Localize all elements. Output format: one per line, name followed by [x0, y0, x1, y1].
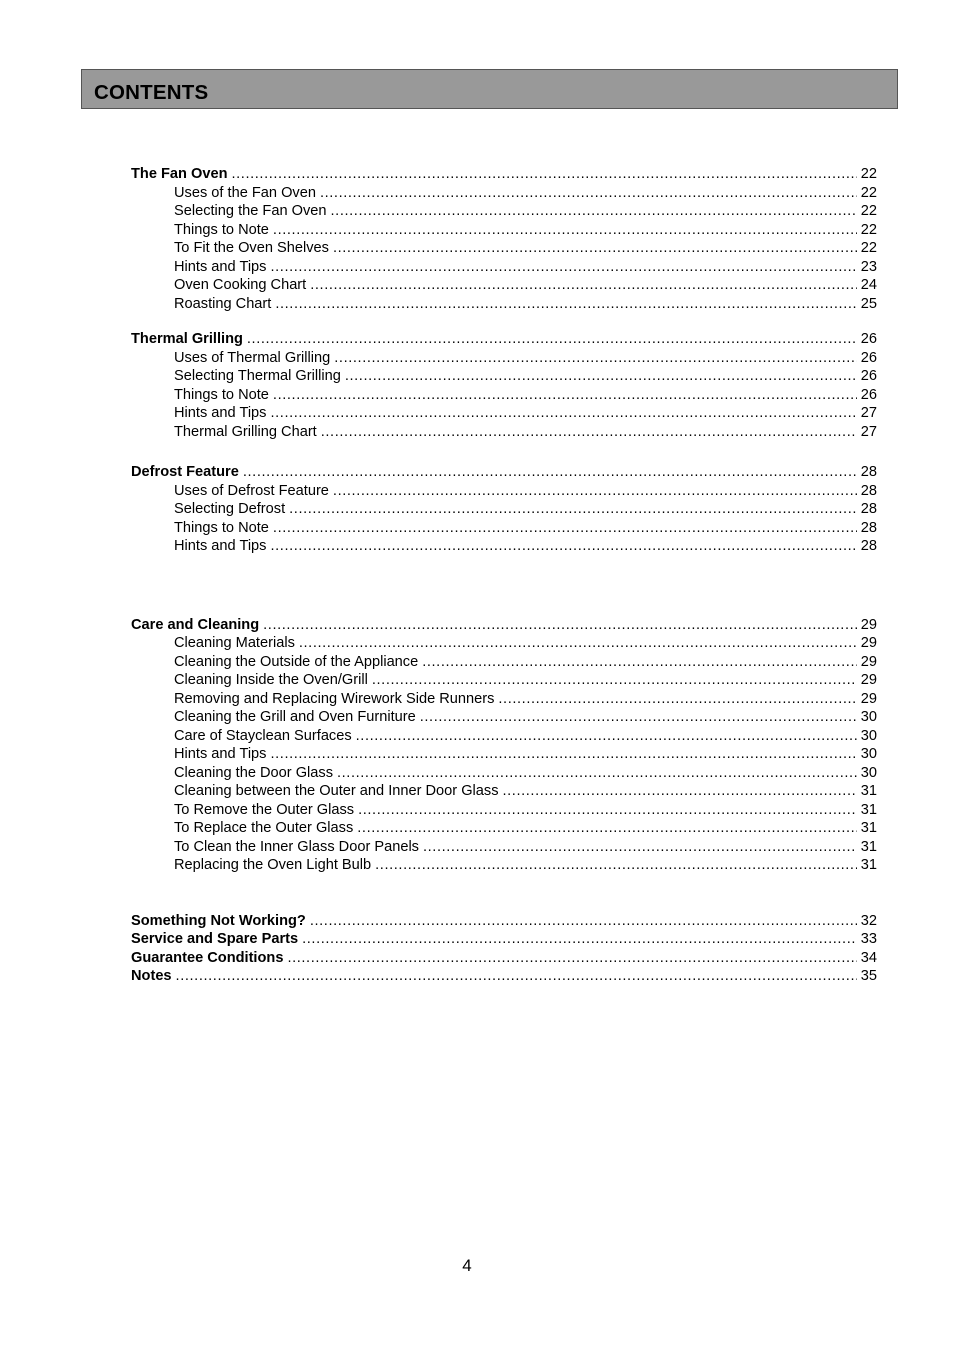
dot-leader: [289, 500, 857, 519]
toc-entry-label: Care of Stayclean Surfaces: [174, 727, 352, 744]
dot-leader: [503, 782, 857, 801]
toc-page-number: 30: [860, 746, 877, 762]
toc-entry[interactable]: [131, 653, 877, 672]
toc-entry-label: Hints and Tips: [174, 405, 267, 421]
page-number: 4: [462, 1256, 472, 1275]
toc-entry-label: To Replace the Outer Glass: [174, 820, 354, 836]
toc-page-number: 22: [860, 203, 877, 219]
toc-entry[interactable]: [131, 745, 877, 764]
dot-leader: [275, 295, 856, 314]
dot-leader: [232, 165, 857, 184]
toc-entry-label: Things to Note: [174, 386, 269, 403]
dot-leader: [358, 801, 857, 820]
toc-page-number: 27: [860, 405, 877, 421]
toc-entry-main[interactable]: [131, 330, 877, 349]
dot-leader: [270, 404, 856, 423]
toc-page-number: 32: [860, 912, 877, 929]
toc-entry-label: Roasting Chart: [174, 295, 272, 312]
dot-leader: [423, 838, 857, 857]
toc-page-number: 31: [860, 838, 877, 855]
toc-entry-label: Cleaning Materials: [174, 635, 295, 651]
page-title: CONTENTS: [94, 81, 209, 104]
toc-entry-label: Uses of the Fan Oven: [174, 184, 316, 201]
toc-entry[interactable]: [131, 690, 877, 709]
toc-page-number: 22: [860, 184, 877, 201]
dot-leader: [333, 239, 857, 258]
toc-entry-label: Hints and Tips: [174, 538, 267, 554]
dot-leader: [247, 330, 857, 349]
toc-section-defrost-feature: [131, 463, 877, 556]
toc-page-number: 29: [860, 690, 877, 707]
toc-entry-label: Selecting the Fan Oven: [174, 203, 327, 219]
toc-page-number: 23: [860, 258, 877, 275]
toc-entry[interactable]: [131, 782, 877, 801]
toc-entry[interactable]: [131, 819, 877, 838]
dot-leader: [243, 463, 857, 482]
dot-leader: [375, 856, 857, 875]
toc-entry-label: Things to Note: [174, 221, 269, 238]
toc-page-number: 30: [860, 727, 877, 744]
toc-entry-label: Cleaning between the Outer and Inner Door Glass: [174, 783, 499, 799]
toc-entry-label: Care and Cleaning: [131, 616, 260, 633]
dot-leader: [273, 221, 857, 240]
toc-page-number: 27: [860, 423, 877, 440]
toc-entry-label: Cleaning Inside the Oven/Grill: [174, 672, 368, 688]
contents-header-bar: [81, 69, 898, 109]
dot-leader: [357, 819, 857, 838]
toc-page-number: 33: [860, 931, 877, 947]
toc-section-thermal-grilling: [131, 330, 877, 441]
dot-leader: [263, 616, 857, 635]
toc-entry-label: Cleaning the Grill and Oven Furniture: [174, 709, 416, 725]
toc-entry[interactable]: [131, 764, 877, 783]
toc-page-number: 31: [860, 820, 877, 836]
toc-entry-main[interactable]: [131, 967, 877, 986]
toc-entry[interactable]: [131, 727, 877, 746]
toc-page-number: 34: [860, 949, 877, 966]
toc-page-number: 35: [860, 968, 877, 984]
toc-page-number: 26: [860, 368, 877, 384]
dot-leader: [345, 367, 857, 386]
toc-entry-label: Removing and Replacing Wirework Side Runners: [174, 690, 495, 707]
toc-entry-label: Uses of Defrost Feature: [174, 482, 329, 499]
toc-page-number: 31: [860, 857, 877, 873]
section-spacer: [131, 875, 877, 912]
dot-leader: [422, 653, 857, 672]
toc-entry-label: Hints and Tips: [174, 746, 267, 762]
toc-entry-label: Notes: [131, 968, 172, 984]
toc-section-closing: [131, 912, 877, 986]
dot-leader: [273, 519, 857, 538]
toc-entry[interactable]: [131, 708, 877, 727]
toc-entry-label: Something Not Working?: [131, 912, 306, 929]
toc-entry[interactable]: [131, 482, 877, 501]
section-spacer: [131, 556, 877, 616]
toc-entry[interactable]: [131, 856, 877, 875]
toc-page-number: 28: [860, 538, 877, 554]
toc-entry-label: Service and Spare Parts: [131, 931, 299, 947]
toc-entry-label: The Fan Oven: [131, 166, 228, 182]
dot-leader: [372, 671, 857, 690]
toc-page-number: 30: [860, 709, 877, 725]
toc-entry[interactable]: [131, 537, 877, 556]
toc-page-number: 22: [860, 221, 877, 238]
toc-entry[interactable]: [131, 500, 877, 519]
toc-entry[interactable]: [131, 801, 877, 820]
dot-leader: [420, 708, 857, 727]
toc-entry-main[interactable]: [131, 949, 877, 968]
toc-entry-label: To Fit the Oven Shelves: [174, 240, 329, 256]
toc-page-number: 29: [860, 672, 877, 688]
toc-entry[interactable]: [131, 367, 877, 386]
toc-entry-label: Hints and Tips: [174, 258, 267, 275]
dot-leader: [270, 258, 856, 277]
toc-page-number: 29: [860, 635, 877, 651]
toc-entry-label: Things to Note: [174, 519, 269, 536]
dot-leader: [320, 184, 857, 203]
dot-leader: [310, 276, 857, 295]
toc-entry[interactable]: [131, 404, 877, 423]
toc-entry-main[interactable]: [131, 463, 877, 482]
toc-entry-main[interactable]: [131, 912, 877, 931]
toc-entry[interactable]: [131, 838, 877, 857]
toc-page-number: 31: [860, 801, 877, 818]
toc-entry-label: Guarantee Conditions: [131, 949, 284, 966]
toc-entry[interactable]: [131, 519, 877, 538]
dot-leader: [333, 482, 857, 501]
dot-leader: [302, 930, 857, 949]
toc-page-number: 28: [860, 519, 877, 536]
dot-leader: [498, 690, 856, 709]
toc-entry[interactable]: [131, 239, 877, 258]
toc-entry[interactable]: [131, 671, 877, 690]
toc-page-number: 24: [860, 277, 877, 293]
toc-entry-label: To Remove the Outer Glass: [174, 801, 355, 818]
toc-entry-label: Cleaning the Door Glass: [174, 764, 333, 781]
toc-entry-label: Thermal Grilling: [131, 331, 243, 347]
toc-entry-label: Replacing the Oven Light Bulb: [174, 857, 372, 873]
toc-entry-label: Defrost Feature: [131, 464, 239, 480]
section-spacer: [131, 441, 877, 463]
toc-page-number: 30: [860, 764, 877, 781]
dot-leader: [331, 202, 857, 221]
toc-page-number: 28: [860, 482, 877, 499]
dot-leader: [356, 727, 857, 746]
toc-entry-label: Cleaning the Outside of the Appliance: [174, 653, 419, 670]
section-spacer: [131, 313, 877, 330]
toc-entry-label: Thermal Grilling Chart: [174, 423, 317, 440]
toc-entry-label: To Clean the Inner Glass Door Panels: [174, 838, 419, 855]
toc-page-number: 26: [860, 386, 877, 403]
toc-entry-label: Oven Cooking Chart: [174, 277, 307, 293]
dot-leader: [299, 634, 857, 653]
toc-entry[interactable]: [131, 295, 877, 314]
toc-entry[interactable]: [131, 386, 877, 405]
toc-entry-main[interactable]: [131, 616, 877, 635]
toc-entry-label: Selecting Thermal Grilling: [174, 368, 341, 384]
toc-entry[interactable]: [131, 349, 877, 368]
toc-entry[interactable]: [131, 202, 877, 221]
toc-page-number: 26: [860, 331, 877, 347]
toc-entry[interactable]: [131, 221, 877, 240]
toc-entry-label: Uses of Thermal Grilling: [174, 349, 331, 366]
toc-page-number: 28: [860, 501, 877, 517]
dot-leader: [310, 912, 857, 931]
dot-leader: [334, 349, 857, 368]
toc-page-number: 26: [860, 349, 877, 366]
toc-entry[interactable]: [131, 258, 877, 277]
toc-page-number: 22: [860, 240, 877, 256]
dot-leader: [321, 423, 857, 442]
dot-leader: [337, 764, 857, 783]
toc-page-number: 25: [860, 295, 877, 312]
toc-section-care-and-cleaning: [131, 616, 877, 875]
toc-page-number: 29: [860, 616, 877, 633]
toc-page-number: 31: [860, 783, 877, 799]
toc-entry-label: Selecting Defrost: [174, 501, 286, 517]
dot-leader: [287, 949, 856, 968]
toc-entry[interactable]: [131, 184, 877, 203]
toc-section-fan-oven: [131, 165, 877, 313]
toc-page-number: 22: [860, 166, 877, 182]
toc-page-number: 29: [860, 653, 877, 670]
toc-entry[interactable]: [131, 634, 877, 653]
dot-leader: [273, 386, 857, 405]
toc-entry-main[interactable]: [131, 930, 877, 949]
table-of-contents: [131, 165, 877, 986]
toc-entry[interactable]: [131, 276, 877, 295]
dot-leader: [270, 745, 856, 764]
toc-page-number: 28: [860, 464, 877, 480]
toc-entry-main[interactable]: [131, 165, 877, 184]
toc-entry[interactable]: [131, 423, 877, 442]
dot-leader: [270, 537, 856, 556]
dot-leader: [176, 967, 857, 986]
